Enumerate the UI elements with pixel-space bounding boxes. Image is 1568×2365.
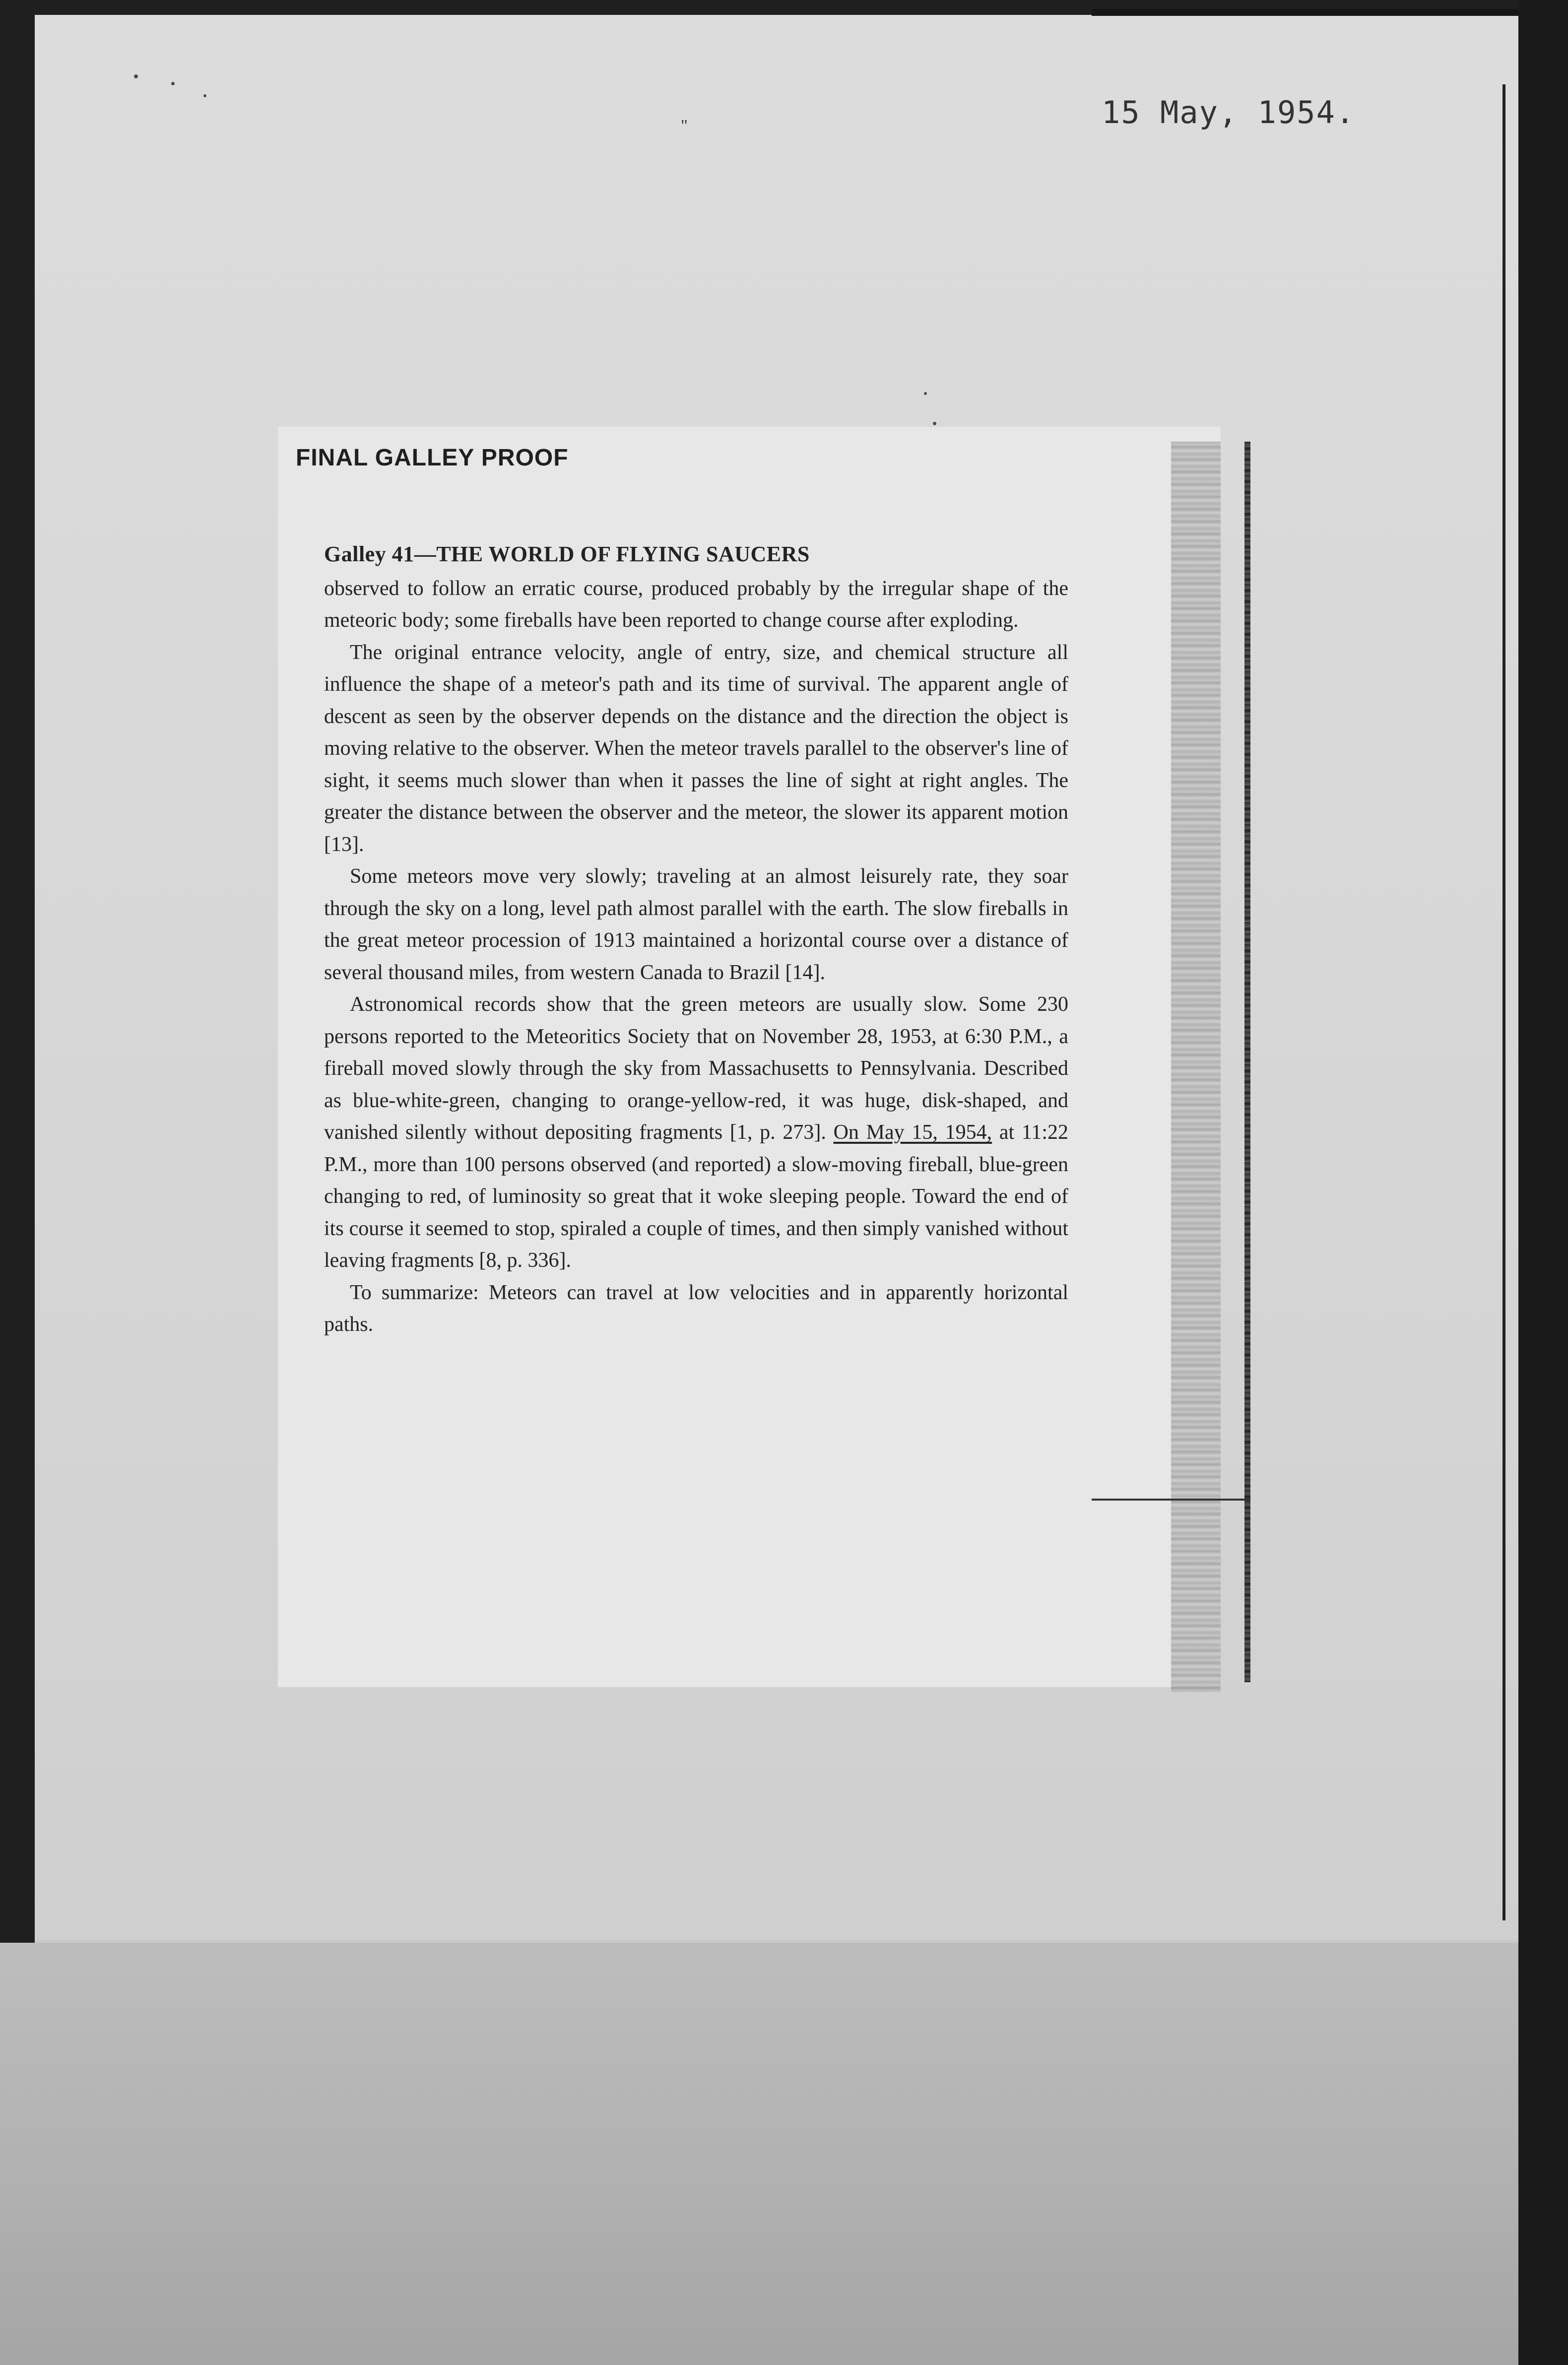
paragraph-4 (324, 988, 1068, 1277)
galley-edge-line (1244, 442, 1250, 1682)
dust-speck (203, 94, 206, 97)
galley-text (324, 538, 1068, 1341)
paragraph-4-start: Astronomical records show that the green meteors are usually slow. Some 230 persons reported to the Meteoritics Society that on November 28, 1953, at 6:30 P.M., a fireball moved slowly through the sky from Massachusetts to Pennsylvania. Described as blue-white-green, changing to orange-yellow-red, it was huge, disk-shaped, and vanished silently without depositing fragments [1, p. 273]. (324, 993, 1068, 1144)
proof-label: FINAL GALLEY PROOF (296, 445, 569, 471)
paragraph-2: The original entrance velocity, angle of entry, size, and chemical structure all influence the shape of a meteor's path and its time of survival. The apparent angle of descent as seen by the observer depends on the distance and the direction the object is moving relative to the observer. When the meteor travels parallel to the observer's line of sight, it seems much slower than when it passes the line of sight at right angles. The greater the distance between the observer and the meteor, the slower its apparent motion [13]. (324, 641, 1068, 856)
stray-mark: " (681, 117, 688, 135)
galley-title: Galley 41—THE WORLD OF FLYING SAUCERS (324, 542, 810, 566)
galley-bottom-mark (1092, 1499, 1250, 1501)
right-margin-rule (1503, 84, 1505, 1920)
date-stamp: 15 May, 1954. (1102, 94, 1356, 131)
paragraph-4-end: at 11:22 P.M., more than 100 persons observed (and reported) a slow-moving fireball, blue-green changing to red, of luminosity so great that it woke sleeping people. Toward the end of its course it seemed to stop, spiraled a couple of times, and then simply vanished without leaving fragments [8, p. 336]. (324, 1121, 1068, 1272)
underlined-date: On May 15, 1954, (833, 1121, 992, 1144)
paragraph-1: observed to follow an erratic course, produced probably by the irregular shape of the meteoric body; some fireballs have been reported to change course after exploding. (324, 577, 1068, 632)
dust-speck (134, 74, 138, 78)
dust-speck (924, 392, 927, 395)
dust-speck (171, 82, 175, 85)
right-edge-shadow (1518, 0, 1568, 2365)
top-edge-shadow (1092, 9, 1538, 16)
lower-paper-strip (0, 1943, 1568, 2365)
dust-speck (933, 422, 936, 425)
paragraph-5: To summarize: Meteors can travel at low velocities and in apparently horizontal paths. (324, 1281, 1068, 1336)
galley-torn-edge (1171, 442, 1221, 1692)
paragraph-3: Some meteors move very slowly; traveling at an almost leisurely rate, they soar through the sky on a long, level path almost parallel with the earth. The slow fireballs in the great meteor procession of 1913 maintained a horizontal course over a distance of several thousand miles, from western Canada to Brazil [14]. (324, 865, 1068, 984)
